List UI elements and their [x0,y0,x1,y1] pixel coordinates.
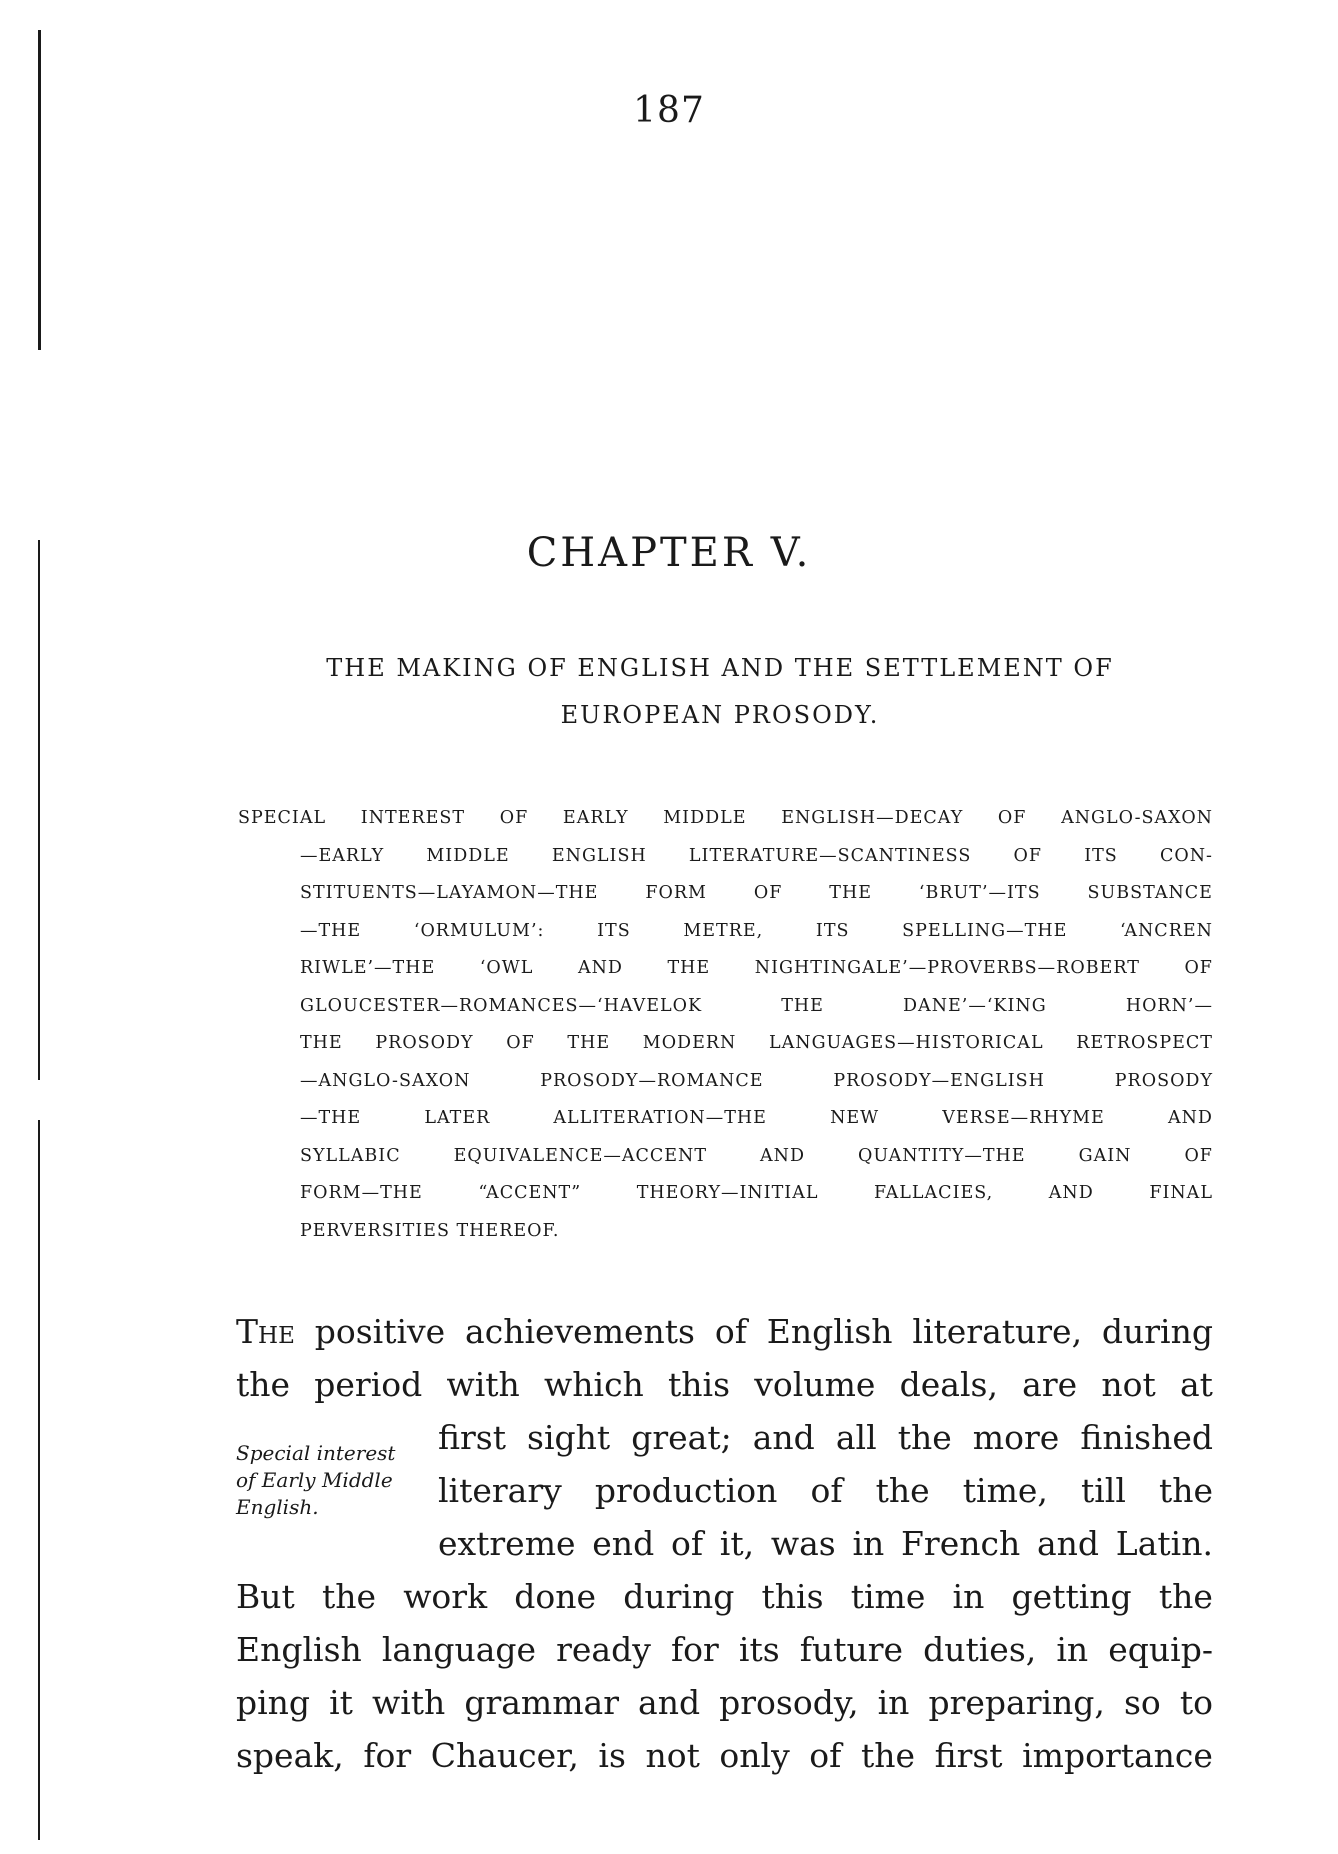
synopsis-line: —ANGLO-SAXON PROSODY—ROMANCE PROSODY—ENGLISH PROSODY [300,1070,1213,1091]
body-line-5: extreme end of it, was in French and Latin. [438,1524,1213,1563]
scan-edge-line-bottom [38,1120,40,1840]
body-line-9: speak, for Chaucer, is not only of the first importance [236,1736,1213,1775]
body-line-3: first sight great; and all the more finished [438,1418,1213,1457]
chapter-title: CHAPTER V. [526,530,812,576]
synopsis-line: SPECIAL INTEREST OF EARLY MIDDLE ENGLISH—DECAY OF ANGLO-SAXON [238,808,1213,828]
synopsis-line: RIWLE’—THE ‘OWL AND THE NIGHTINGALE’—PROVERBS—ROBERT OF [300,958,1213,978]
margin-sidenote [236,1440,436,1521]
body-line-8: ping it with grammar and prosody, in preparing, so to [236,1683,1213,1722]
body-line-7: English language ready for its future duties, in equip- [236,1630,1213,1669]
sidenote-line-1: Special interest [236,1441,396,1465]
synopsis-line: SYLLABIC EQUIVALENCE—ACCENT AND QUANTITY—THE GAIN OF [300,1145,1213,1166]
body-line-2: the period with which this volume deals, are not at [236,1365,1213,1404]
synopsis-line: —THE LATER ALLITERATION—THE NEW VERSE—RHYME AND [300,1108,1213,1128]
synopsis-line: GLOUCESTER—ROMANCES—‘HAVELOK THE DANE’—‘KING HORN’— [300,995,1213,1016]
scan-edge-line-top [38,30,41,350]
synopsis-line: PERVERSITIES THEREOF. [300,1220,560,1241]
body-first-word: The [236,1312,295,1351]
chapter-subtitle-line-2: EUROPEAN PROSODY. [560,701,880,729]
chapter-synopsis [238,800,1213,1250]
body-line-1 [236,1312,1213,1351]
synopsis-line: FORM—THE “ACCENT” THEORY—INITIAL FALLACIES, AND FINAL [300,1183,1213,1203]
body-line-6: But the work done during this time in getting the [236,1577,1213,1616]
sidenote-line-2: of Early Middle [236,1468,393,1492]
synopsis-line: THE PROSODY OF THE MODERN LANGUAGES—HISTORICAL RETROSPECT [300,1033,1213,1053]
page-number: 187 [633,90,705,131]
chapter-subtitle [220,645,1220,739]
body-line-4: literary production of the time, till the [438,1471,1213,1510]
body-line-1-text: positive achievements of English literature, during [294,1312,1213,1351]
sidenote-line-3: English. [236,1495,319,1519]
scan-edge-line-middle [38,540,40,1080]
synopsis-line: STITUENTS—LAYAMON—THE FORM OF THE ‘BRUT’—ITS SUBSTANCE [300,883,1213,903]
chapter-subtitle-line-1: THE MAKING OF ENGLISH AND THE SETTLEMENT OF [326,654,1114,682]
synopsis-line: —EARLY MIDDLE ENGLISH LITERATURE—SCANTINESS OF ITS CON- [300,845,1213,866]
synopsis-line: —THE ‘ORMULUM’: ITS METRE, ITS SPELLING—THE ‘ANCREN [300,920,1213,941]
